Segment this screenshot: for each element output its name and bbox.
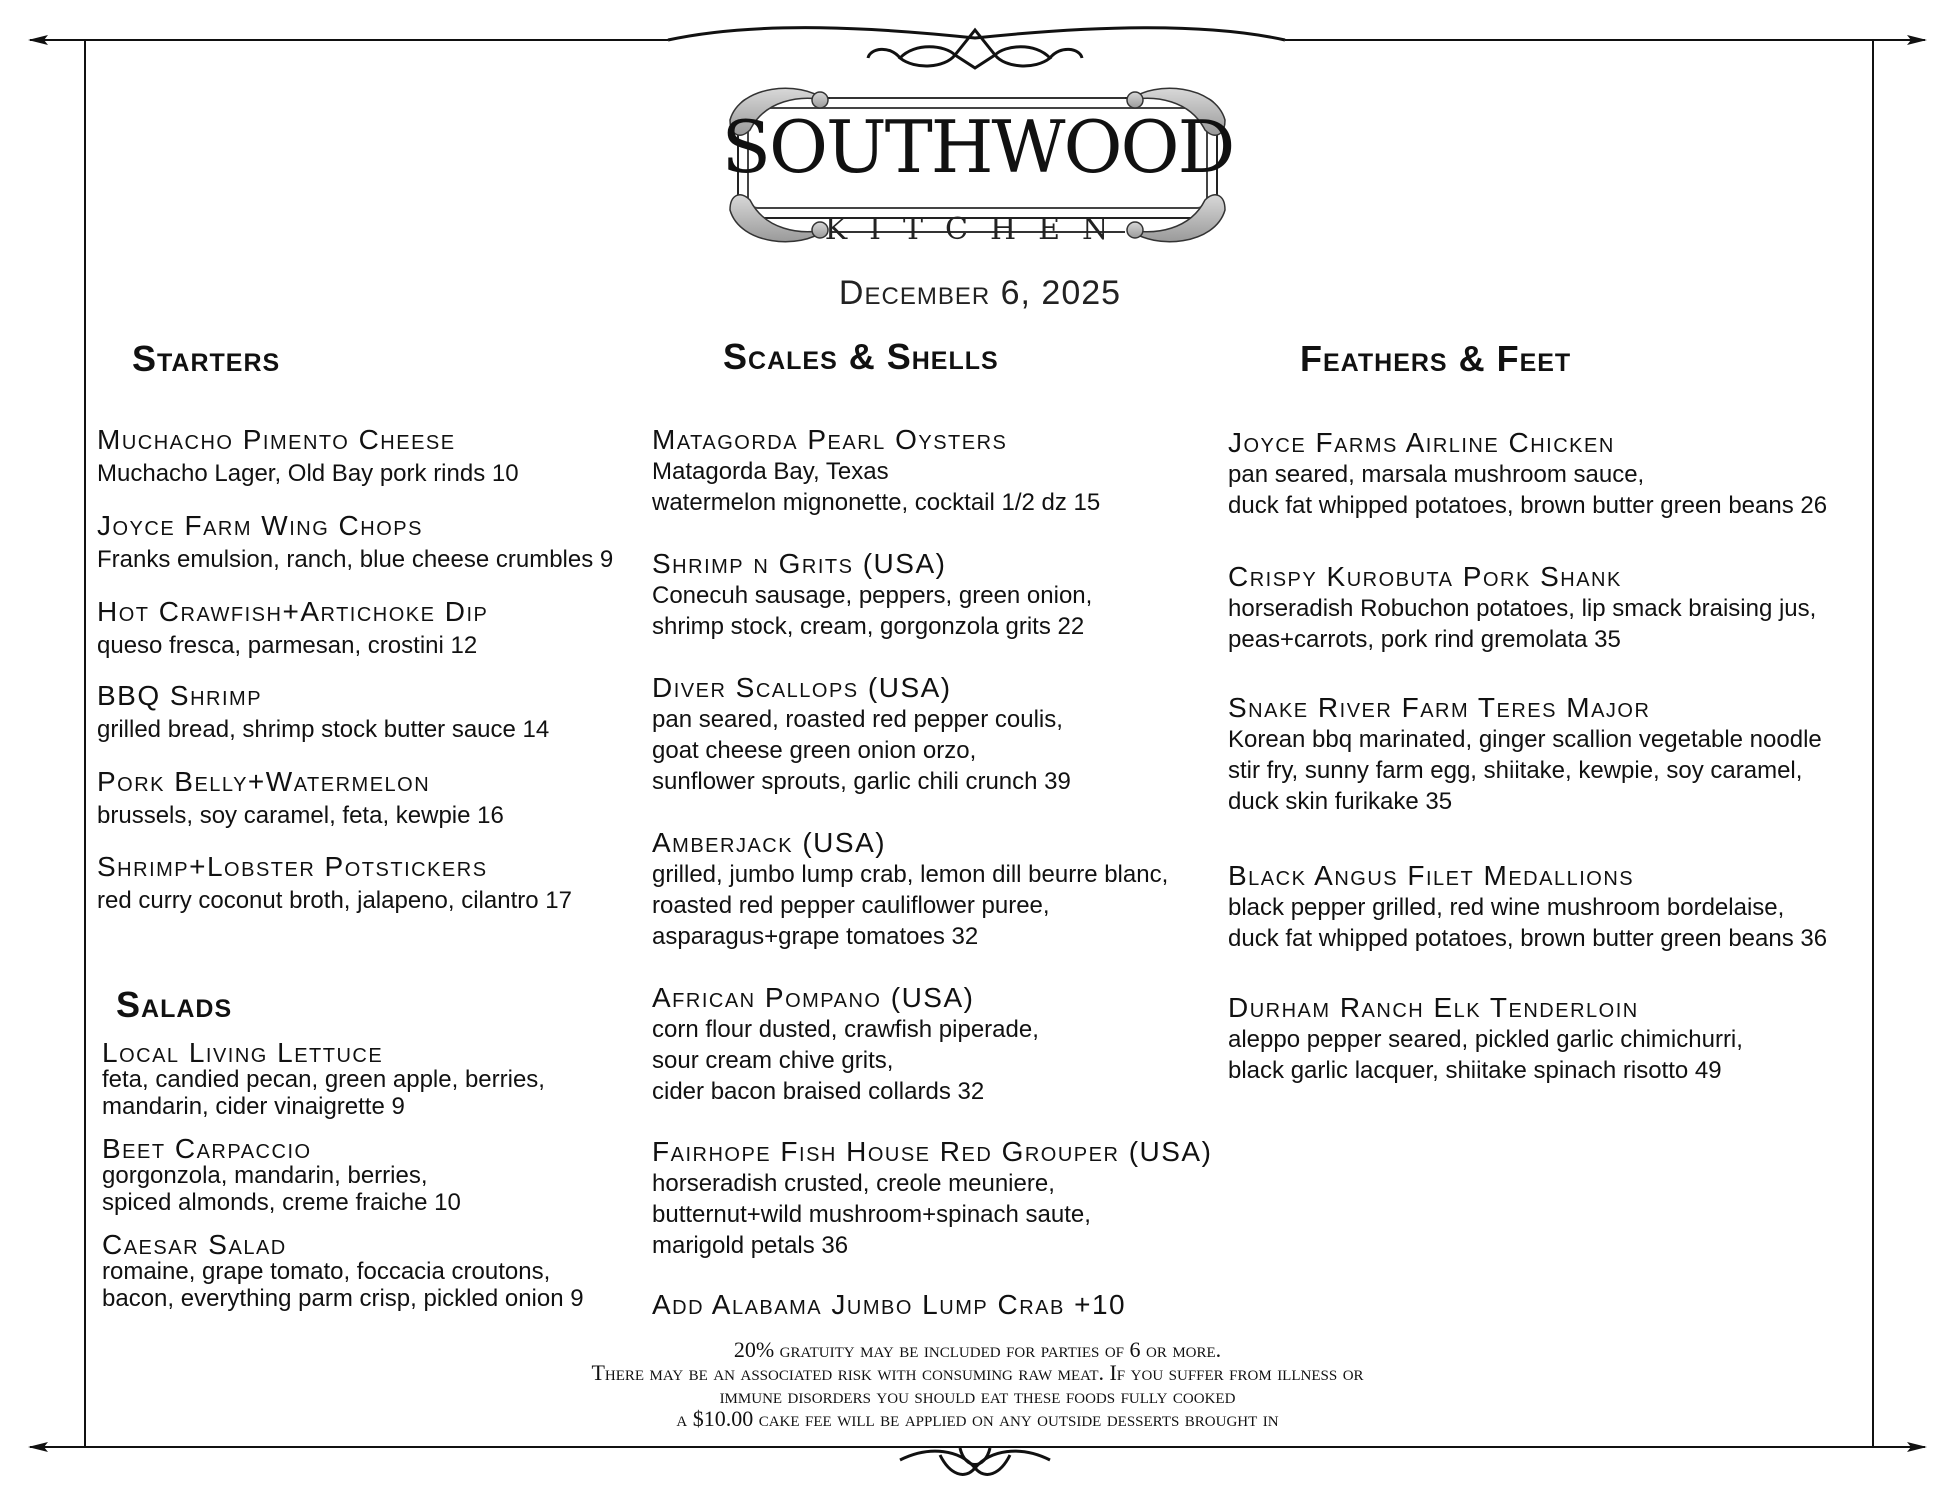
item-desc: grilled, jumbo lump crab, lemon dill beurre blanc, xyxy=(652,861,1169,888)
add-on-crab: Add Alabama Jumbo Lump Crab +10 xyxy=(652,1289,1127,1320)
item-name: BBQ Shrimp xyxy=(97,680,263,711)
item-desc: grilled bread, shrimp stock butter sauce 14 xyxy=(97,716,550,743)
item-name: Joyce Farms Airline Chicken xyxy=(1228,427,1615,458)
item-desc: mandarin, cider vinaigrette 9 xyxy=(102,1093,405,1120)
item-desc: shrimp stock, cream, gorgonzola grits 22 xyxy=(652,613,1085,640)
footer-raw-meat-warning-cont: immune disorders you should eat these foods fully cooked xyxy=(719,1383,1236,1408)
heading-feathers-feet: Feathers & Feet xyxy=(1300,338,1572,379)
item-desc: feta, candied pecan, green apple, berries, xyxy=(102,1066,545,1093)
item-name: Hot Crawfish+Artichoke Dip xyxy=(97,596,489,627)
menu-item xyxy=(1228,692,1827,860)
menu-item xyxy=(102,1037,584,1136)
item-desc: brussels, soy caramel, feta, kewpie 16 xyxy=(97,802,504,829)
item-desc: queso fresca, parmesan, crostini 12 xyxy=(97,632,478,659)
item-desc: duck skin furikake 35 xyxy=(1228,788,1453,815)
menu-item xyxy=(1228,561,1827,692)
item-name: Matagorda Pearl Oysters xyxy=(652,424,1008,455)
item-name: Fairhope Fish House Red Grouper (USA) xyxy=(652,1136,1213,1167)
bottom-flourish-icon xyxy=(900,1448,1050,1474)
starters-list xyxy=(97,424,613,937)
item-desc: pan seared, roasted red pepper coulis, xyxy=(652,706,1063,733)
item-name: African Pompano (USA) xyxy=(652,982,975,1013)
menu-item xyxy=(1228,860,1827,992)
scales-shells-list xyxy=(652,424,1212,1321)
menu-item xyxy=(97,851,613,937)
item-name: Muchacho Pimento Cheese xyxy=(97,424,456,455)
item-desc: aleppo pepper seared, pickled garlic chimichurri, xyxy=(1228,1026,1743,1053)
menu-item xyxy=(652,1136,1212,1289)
menu-item xyxy=(97,510,613,596)
item-desc: gorgonzola, mandarin, berries, xyxy=(102,1162,428,1189)
item-name: Diver Scallops (USA) xyxy=(652,672,952,703)
item-desc: goat cheese green onion orzo, xyxy=(652,737,977,764)
menu-item xyxy=(1228,427,1827,561)
item-desc: roasted red pepper cauliflower puree, xyxy=(652,892,1050,919)
menu-item xyxy=(652,424,1212,548)
item-desc: butternut+wild mushroom+spinach saute, xyxy=(652,1201,1091,1228)
item-name: Pork Belly+Watermelon xyxy=(97,766,431,797)
item-desc: pan seared, marsala mushroom sauce, xyxy=(1228,461,1645,488)
item-desc: Franks emulsion, ranch, blue cheese crumbles 9 xyxy=(97,546,614,573)
footer-cake-fee: a $10.00 cake fee will be applied on any outside desserts brought in xyxy=(676,1406,1279,1431)
menu-item xyxy=(102,1229,584,1312)
item-name: Amberjack (USA) xyxy=(652,827,887,858)
item-name: Local Living Lettuce xyxy=(102,1037,384,1068)
item-desc: black pepper grilled, red wine mushroom bordelaise, xyxy=(1228,894,1785,921)
item-desc: asparagus+grape tomatoes 32 xyxy=(652,923,979,950)
item-name: Durham Ranch Elk Tenderloin xyxy=(1228,992,1639,1023)
feathers-feet-list xyxy=(1228,427,1827,1086)
top-flourish-icon xyxy=(668,28,1285,68)
salads-list xyxy=(102,1037,584,1312)
footer-notice xyxy=(300,1338,1655,1430)
item-desc: cider bacon braised collards 32 xyxy=(652,1078,985,1105)
item-desc: spiced almonds, creme fraiche 10 xyxy=(102,1189,461,1216)
menu-item xyxy=(97,766,613,851)
item-desc: duck fat whipped potatoes, brown butter green beans 36 xyxy=(1228,925,1828,952)
item-desc: horseradish Robuchon potatoes, lip smack braising jus, xyxy=(1228,595,1817,622)
footer-raw-meat-warning: There may be an associated risk with consuming raw meat. If you suffer from illness or xyxy=(591,1360,1364,1385)
menu-date: December 6, 2025 xyxy=(838,274,1122,312)
item-name: Shrimp n Grits (USA) xyxy=(652,548,947,579)
item-desc: peas+carrots, pork rind gremolata 35 xyxy=(1228,626,1621,653)
heading-salads: Salads xyxy=(116,984,233,1025)
item-name: Caesar Salad xyxy=(102,1229,287,1260)
menu-item xyxy=(652,1289,1212,1321)
item-name: Snake River Farm Teres Major xyxy=(1228,692,1651,723)
item-name: Joyce Farm Wing Chops xyxy=(97,510,423,541)
item-desc: Matagorda Bay, Texas xyxy=(652,458,889,485)
heading-starters: Starters xyxy=(132,338,281,379)
item-name: Beet Carpaccio xyxy=(102,1133,312,1164)
menu-item xyxy=(652,982,1212,1136)
menu-item xyxy=(652,672,1212,827)
item-desc: horseradish crusted, creole meuniere, xyxy=(652,1170,1055,1197)
item-desc: Conecuh sausage, peppers, green onion, xyxy=(652,582,1093,609)
item-desc: watermelon mignonette, cocktail 1/2 dz 15 xyxy=(652,489,1101,516)
logo-title: SOUTHWOOD xyxy=(721,105,1234,189)
footer-gratuity: 20% gratuity may be included for parties of 6 or more. xyxy=(733,1337,1222,1362)
item-desc: Muchacho Lager, Old Bay pork rinds 10 xyxy=(97,460,519,487)
item-desc: romaine, grape tomato, foccacia croutons, xyxy=(102,1258,551,1285)
menu-item xyxy=(97,680,613,766)
item-desc: sour cream chive grits, xyxy=(652,1047,894,1074)
menu-item xyxy=(97,596,613,680)
item-desc: duck fat whipped potatoes, brown butter green beans 26 xyxy=(1228,492,1828,519)
item-desc: sunflower sprouts, garlic chili crunch 39 xyxy=(652,768,1071,795)
logo-subtitle: KITCHEN xyxy=(824,212,1131,247)
menu-item xyxy=(1228,992,1827,1086)
item-desc: marigold petals 36 xyxy=(652,1232,849,1259)
item-name: Shrimp+Lobster Potstickers xyxy=(97,851,488,882)
item-desc: stir fry, sunny farm egg, shiitake, kewpie, soy caramel, xyxy=(1228,757,1803,784)
menu-item xyxy=(652,827,1212,982)
menu-item xyxy=(652,548,1212,672)
item-name: Crispy Kurobuta Pork Shank xyxy=(1228,561,1622,592)
menu-item xyxy=(97,424,613,510)
heading-scales-shells: Scales & Shells xyxy=(723,336,999,377)
item-name: Black Angus Filet Medallions xyxy=(1228,860,1635,891)
item-desc: Korean bbq marinated, ginger scallion vegetable noodle xyxy=(1228,726,1822,753)
item-desc: corn flour dusted, crawfish piperade, xyxy=(652,1016,1039,1043)
menu-item xyxy=(102,1133,584,1232)
item-desc: black garlic lacquer, shiitake spinach risotto 49 xyxy=(1228,1057,1722,1084)
item-desc: bacon, everything parm crisp, pickled onion 9 xyxy=(102,1285,584,1312)
item-desc: red curry coconut broth, jalapeno, cilantro 17 xyxy=(97,887,572,914)
